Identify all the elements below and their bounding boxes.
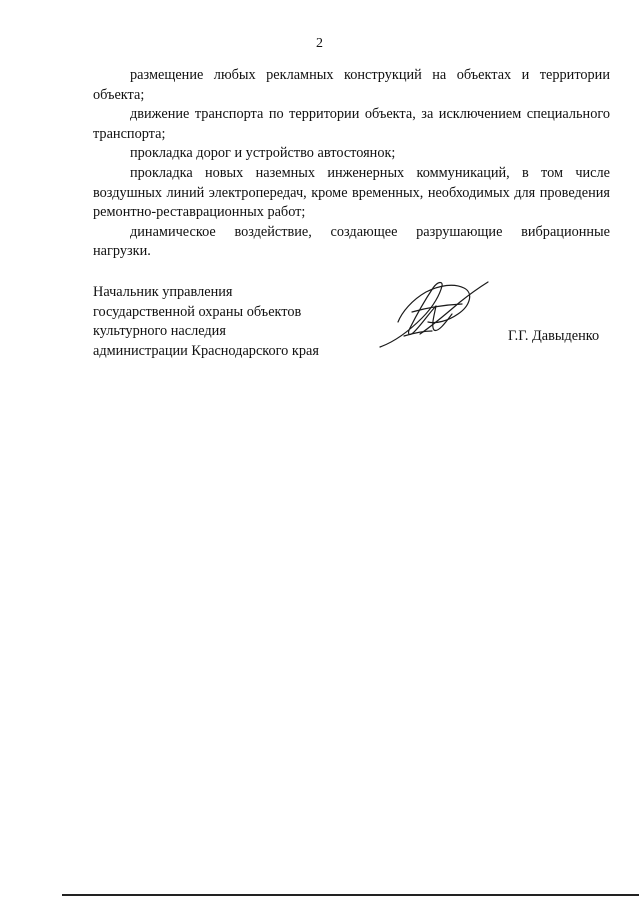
signatory-title-line: культурного наследия (93, 323, 226, 339)
body-paragraph: движение транспорта по территории объекта, за исключением специального транспорта; (93, 106, 610, 142)
signatory-name: Г.Г. Давыденко (508, 328, 600, 344)
signatory-title-line: Начальник управления (93, 284, 233, 300)
body-paragraph: прокладка дорог и устройство автостоянок; (130, 145, 396, 162)
handwritten-signature (378, 276, 494, 350)
page-number: 2 (316, 36, 323, 51)
signatory-title (93, 283, 319, 361)
body-paragraph: прокладка новых наземных инженерных коммуникаций, в том числе воздушных линий электропередач, кроме временных, необходимых для проведения ремонтно-реставрационных работ; (93, 164, 610, 221)
body-paragraph: размещение любых рекламных конструкций на объектах и территории объекта; (93, 67, 610, 103)
document-body (93, 66, 610, 262)
body-paragraph: динамическое воздействие, создающее разрушающие вибрационные нагрузки. (93, 223, 610, 260)
signatory-title-line: администрации Краснодарского края (93, 342, 319, 359)
page-bottom-rule (62, 894, 639, 896)
signatory-title-line: государственной охраны объектов (93, 303, 302, 320)
